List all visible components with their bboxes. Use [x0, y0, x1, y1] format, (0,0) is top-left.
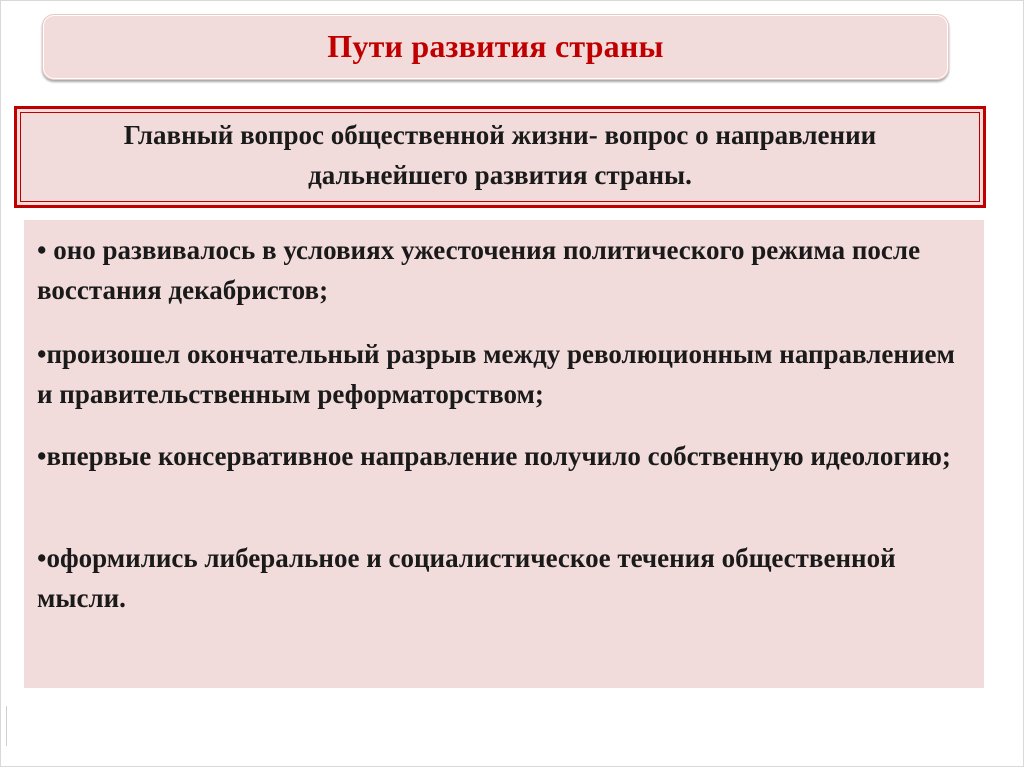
main-question-inner-border: [20, 112, 980, 202]
bullet-item: •произошел окончательный разрыв между революционным направлением и правительственным реформаторством;: [37, 339, 955, 409]
slide-edge-mark: [6, 706, 7, 746]
bullet-item: •впервые консервативное направление получило собственную идеологию;: [37, 441, 951, 471]
bullet-item: • оно развивалось в условиях ужесточения политического режима после восстания декабристов;: [37, 235, 921, 305]
main-question-box: [14, 106, 986, 208]
main-question-text: Главный вопрос общественной жизни- вопрос о направлении дальнейшего развития страны.: [123, 120, 877, 190]
bullet-list-box: [24, 220, 984, 688]
slide-title: Пути развития страны: [327, 27, 664, 64]
bullet-item: •оформились либеральное и социалистическое течения общественной мысли.: [37, 543, 896, 613]
title-banner: [42, 14, 949, 80]
